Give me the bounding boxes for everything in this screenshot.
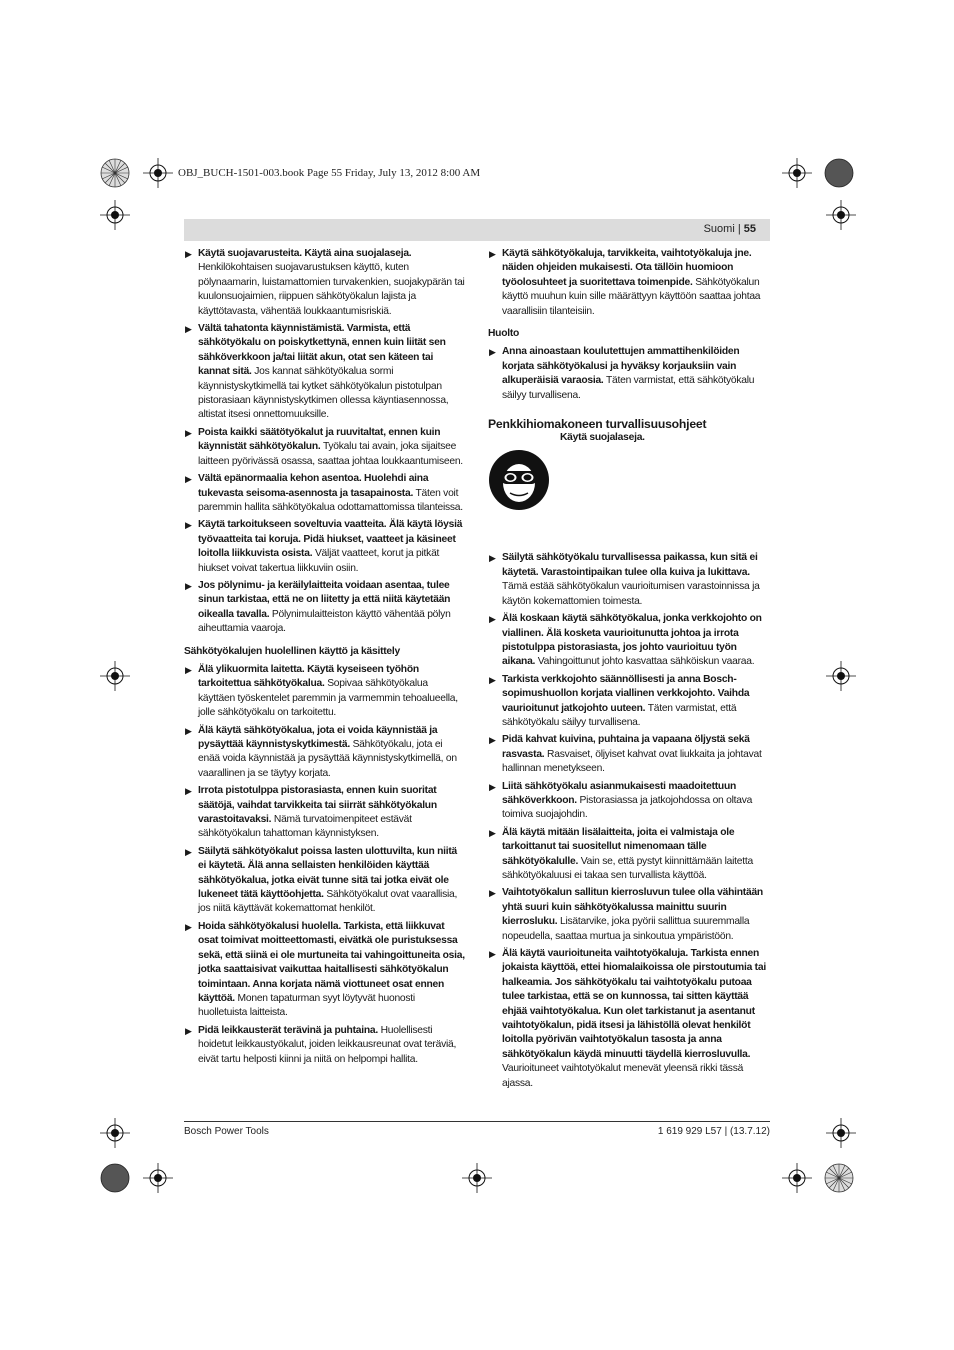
item-body-text: Täten varmistat, että sähkötyökalu säilyy turvallisena. xyxy=(502,702,737,728)
list-item xyxy=(184,518,466,576)
item-body-text: Tämä estää sähkötyökalun vaurioitumisen varastoinnissa ja käytön kokemattomien toimesta. xyxy=(502,581,760,607)
registration-mark-icon xyxy=(826,200,856,230)
triangle-right-icon: ▶ xyxy=(185,664,192,675)
triangle-right-icon: ▶ xyxy=(489,827,496,838)
registration-mark-icon xyxy=(143,158,173,188)
list-item xyxy=(184,1024,466,1067)
registration-mark-icon xyxy=(826,661,856,691)
list-item xyxy=(184,784,466,842)
item-bold-text: Säilytä sähkötyökalu turvallisessa paikassa, kun sitä ei käytetä. Varastointipaikan tulee olla kuiva ja lukittava. xyxy=(502,552,758,578)
list-item xyxy=(488,673,770,731)
item-bold-text: Älä koskaan käytä sähkötyökalua, jonka verkkojohto on viallinen. Älä kosketa vaurioitunutta johtoa ja irrota pistotulppa pistorasiasta, jos johto vaurioituu työn aikana. xyxy=(502,613,762,668)
triangle-right-icon: ▶ xyxy=(185,324,192,335)
item-bold-text: Älä käytä sähkötyökalua, jota ei voida käynnistää ja pysäyttää käynnistyskytkimestä. xyxy=(198,724,438,750)
left-column xyxy=(184,247,466,1070)
item-body-text: Täten varmistat, että sähkötyökalu säilyy turvallisena. xyxy=(502,375,755,401)
registration-mark-icon xyxy=(782,158,812,188)
list-item xyxy=(488,780,770,823)
triangle-right-icon: ▶ xyxy=(185,1025,192,1036)
item-body-text: Henkilökohtaisen suojavarustuksen käyttö, kuten pölynaamarin, luistamattomien turvakenkien, suojakypärän tai kuulonsuojaimien, riippuen sähkötyökalun lajista ja käyttötavasta, vähentää loukkaantumisriskiä. xyxy=(198,262,465,317)
color-bar-icon xyxy=(824,158,854,188)
item-bold-text: Älä ylikuormita laitetta. Käytä kyseiseen työhön tarkoitettua sähkötyökalua. xyxy=(198,663,419,690)
item-body-text: Pistorasiassa ja jatkojohdossa on oltava toimiva suojajohdin. xyxy=(502,794,753,821)
item-body-text: Sähkötyökalu, jota ei enää voida käynnistää ja pysäyttää käynnistyskytkimellä, on vaarallinen ja se täytyy korjata. xyxy=(198,739,457,779)
item-body-text: Rasvaiset, öljyiset kahvat ovat liukkaita ja johtavat hallinnan menetykseen. xyxy=(502,748,762,775)
page-header xyxy=(184,219,770,241)
item-body-text: Sähkötyökalun käyttö muuhun kuin sille määrättyyn käyttöön saattaa johtaa vaarallisiin tilanteisiin. xyxy=(502,276,761,317)
subheading-service: Huolto xyxy=(488,328,520,340)
registration-mark-icon xyxy=(462,1163,492,1193)
item-bold-text: Tarkista verkkojohto säännöllisesti ja anna Bosch-sopimushuollon korjata viallinen verkkojohto. Vaihda vaurioitunut jatkojohto uuteen. xyxy=(502,673,750,714)
registration-mark-icon xyxy=(826,1118,856,1148)
right-items-c xyxy=(488,551,770,1091)
item-bold-text: Hoida sähkötyökalusi huolella. Tarkista, että liikkuvat osat toimivat moitteettomasti, eivätkä ole puristuksessa sekä, että siinä ei ole murtuneita tai vahingoittuneita osia, jotka saattaisivat vaikuttaa haitallisesti sähkötyökalun toimintaan. Anna korjata nämä viottuneet osat ennen käyttöä. xyxy=(198,920,465,1004)
item-bold-text: Anna ainoastaan koulutettujen ammattihenkilöiden korjata sähkötyökalusi ja hyväksy korjauksiin vain alkuperäisiä varaosia. xyxy=(502,346,740,387)
triangle-right-icon: ▶ xyxy=(489,614,496,625)
triangle-right-icon: ▶ xyxy=(489,735,496,746)
header-language-page xyxy=(704,223,756,235)
item-bold-text: Liitä sähkötyökalu asianmukaisesti maadoitettuun sähköverkkoon. xyxy=(502,780,737,806)
registration-mark-icon xyxy=(782,1163,812,1193)
item-bold-text: Pidä leikkausterät terävinä ja puhtaina. xyxy=(198,1024,378,1036)
triangle-right-icon: ▶ xyxy=(489,949,496,960)
item-bold-text: Vältä tahatonta käynnistämistä. Varmista, että sähkötyökalu on poiskytkettynä, ennen kuin liität sen sähköverkkoon ja/tai liität akun, otat sen käteen tai kannat sitä. xyxy=(198,323,446,378)
item-body-text: Vahingoittunut johto kasvattaa sähköiskun vaaraa. xyxy=(535,656,755,668)
list-item xyxy=(184,724,466,782)
list-item xyxy=(488,612,770,670)
triangle-right-icon: ▶ xyxy=(185,786,192,797)
triangle-right-icon: ▶ xyxy=(185,580,192,591)
item-body-text: Monen tapaturman syyt löytyvät huonosti huolletuista laitteista. xyxy=(198,992,415,1019)
safety-goggles-icon xyxy=(488,449,550,511)
item-body-text: Vaurioituneet vaihtotyökalut menevät yleensä rikki tässä ajassa. xyxy=(502,1063,744,1089)
left-items-a xyxy=(184,247,466,637)
footer-brand: Bosch Power Tools xyxy=(184,1126,269,1137)
triangle-right-icon: ▶ xyxy=(185,474,192,485)
item-bold-text: Pidä kahvat kuivina, puhtaina ja vapaana öljystä sekä rasvasta. xyxy=(502,734,750,760)
color-bar-icon xyxy=(100,1163,130,1193)
item-body-text: Työkalu tai avain, joka sijaitsee laitteen pyörivässä osassa, saattaa johtaa loukkaantumiseen. xyxy=(198,441,463,467)
registration-mark-icon xyxy=(143,1163,173,1193)
list-item xyxy=(184,426,466,469)
registration-mark-icon xyxy=(100,661,130,691)
item-bold-text: Poista kaikki säätötyökalut ja ruuvitaltat, ennen kuin käynnistät sähkötyökalun. xyxy=(198,426,441,453)
item-body-text: Sopivaa sähkötyökalua käyttäen työskentelet paremmin ja varmemmin tehoalueella, jolle sähkötyökalu on tarkoitettu. xyxy=(198,678,458,719)
triangle-right-icon: ▶ xyxy=(185,520,192,531)
item-body-text: Täten voit paremmin hallita sähkötyökalua odottamattomissa tilanteissa. xyxy=(198,487,463,513)
item-body-text: Sähkötyökalut ovat vaarallisia, jos niitä käyttävät kokemattomat henkilöt. xyxy=(198,889,458,915)
item-bold-text: Säilytä sähkötyökalut poissa lasten ulottuvilta, kun niitä ei käytetä. Älä anna sellaisten henkilöiden käyttää sähkötyökalua, jotka eivät tunne sitä tai jotka eivät ole lukeneet tätä käyttöohjetta. xyxy=(198,845,458,901)
list-item xyxy=(184,845,466,917)
list-item xyxy=(488,826,770,884)
list-item xyxy=(488,733,770,776)
item-body-text: Väljät vaatteet, korut ja pitkät hiukset voivat takertua liikkuviin osiin. xyxy=(198,548,440,574)
list-item xyxy=(184,472,466,515)
subheading-careful-use: Sähkötyökalujen huolellinen käyttö ja käsittely xyxy=(184,645,400,657)
list-item xyxy=(184,322,466,423)
print-crop-info: OBJ_BUCH-1501-003.book Page 55 Friday, July 13, 2012 8:00 AM xyxy=(178,167,481,179)
triangle-right-icon: ▶ xyxy=(489,553,496,564)
list-item xyxy=(488,551,770,609)
registration-mark-icon xyxy=(100,200,130,230)
triangle-right-icon: ▶ xyxy=(489,249,496,259)
list-item xyxy=(488,886,770,944)
item-bold-text: Vaihtotyökalun sallitun kierrosluvun tulee olla vähintään yhtä suuri kuin sähkötyökalussa mainittu suurin kierrosluku. xyxy=(502,887,763,928)
list-item xyxy=(184,663,466,721)
item-body-text: Pölynimulaitteiston käyttö vähentää pölyn aiheuttamia vaaroja. xyxy=(198,608,451,635)
triangle-right-icon: ▶ xyxy=(489,674,496,685)
item-bold-text: Irrota pistotulppa pistorasiasta, ennen kuin suoritat säätöjä, vaihdat tarvikkeita tai siirrät sähkötyökalun varastoitavaksi. xyxy=(198,785,437,826)
safety-sign-row xyxy=(488,432,770,537)
item-bold-text: Älä käytä mitään lisälaitteita, joita ei valmistaja ole tarkoittanut tai suositellut nimenomaan tälle sähkötyökalulle. xyxy=(502,826,735,867)
item-bold-text: Älä käytä vaurioituneita vaihtotyökaluja. Tarkista ennen jokaista käyttöä, ettei hiomalaikoissa ole pirstoutumia tai halkeamia. Jos sähkötyökalu tai vaihtotyökalu putoaa tulee tarkistaa, että se on kunnossa, tai sitten käyttää ehjää vaihtotyökalua. Kun olet tarkistanut ja asentanut vaihtotyökalun, pidä itsesi ja lähistöllä olevat henkilöt loitolla pyörivän vaihtotyökalun tasosta ja anna sähkötyökalun käydä minuutti täydellä kierrosluvulla. xyxy=(502,948,766,1060)
list-item xyxy=(488,247,770,319)
list-item xyxy=(184,247,466,319)
left-items-b xyxy=(184,663,466,1067)
right-column xyxy=(488,247,770,1094)
registration-mark-icon xyxy=(100,1118,130,1148)
item-body-text: Huolellisesti hoidetut leikkaustyökalut, joiden leikkausreunat ovat teräviä, eivät tartu helposti kiinni ja niitä on helpompi hallita. xyxy=(198,1024,457,1065)
item-bold-text: Käytä suojavarusteita. Käytä aina suojalaseja. xyxy=(198,248,412,259)
item-body-text: Nämä turvatoimenpiteet estävät sähkötyökalun tahattoman käynnistyksen. xyxy=(198,814,412,840)
footer-doc-number: 1 619 929 L57 | (13.7.12) xyxy=(657,1126,770,1137)
list-item xyxy=(184,579,466,637)
item-body-text: Vain se, että pystyt kiinnittämään laitetta sähkötyökaluusi ei takaa sen turvallista käyttöä. xyxy=(502,855,753,881)
page-number: 55 xyxy=(743,223,756,235)
section-title-bench-grinder: Penkkihiomakoneen turvallisuusohjeet xyxy=(488,417,707,432)
triangle-right-icon: ▶ xyxy=(185,427,192,438)
item-bold-text: Käytä sähkötyökaluja, tarvikkeita, vaihtotyökaluja jne. näiden ohjeiden mukaisesti. Ota tällöin huomioon työolosuhteet ja suoritettava toimenpide. xyxy=(502,248,752,288)
header-separator: | xyxy=(737,223,741,235)
footer-divider xyxy=(184,1121,770,1122)
right-items-a xyxy=(488,247,770,319)
triangle-right-icon: ▶ xyxy=(185,725,192,736)
item-bold-text: Jos pölynimu- ja keräilylaitteita voidaan asentaa, tulee sinun tarkistaa, että ne on liitetty ja että niitä käytetään oikealla tavalla. xyxy=(198,579,451,620)
triangle-right-icon: ▶ xyxy=(489,888,496,899)
triangle-right-icon: ▶ xyxy=(185,846,192,857)
triangle-right-icon: ▶ xyxy=(185,921,192,932)
item-body-text: Lisätarvike, joka pyörii sallittua suuremmalla nopeudella, saattaa murtua ja sinkoutua ympäristöön. xyxy=(502,916,750,942)
item-bold-text: Käytä tarkoitukseen soveltuvia vaatteita. Älä käytä löysiä työvaatteita tai koruja. Pidä hiukset, vaatteet ja käsineet loitolla liikkuvista osista. xyxy=(198,519,463,560)
triangle-right-icon: ▶ xyxy=(489,781,496,792)
triangle-right-icon: ▶ xyxy=(185,249,192,259)
triangle-right-icon: ▶ xyxy=(489,347,496,358)
color-bar-icon xyxy=(100,158,130,188)
list-item xyxy=(184,920,466,1021)
sign-label: Käytä suojalaseja. xyxy=(560,432,645,444)
header-language: Suomi xyxy=(703,223,735,235)
item-body-text: Jos kannat sähkötyökalua sormi käynnistyskytkimellä tai kytket sähkötyökalun pistotulpan pistorasiaan käynnistyskytkimen ollessa käyntiasennossa, altistat itsesi onnettomuuksille. xyxy=(198,366,449,421)
item-bold-text: Vältä epänormaalia kehon asentoa. Huolehdi aina tukevasta seisoma-asennosta ja tasapainosta. xyxy=(198,473,429,499)
list-item xyxy=(488,947,770,1091)
right-items-b xyxy=(488,345,770,403)
color-bar-icon xyxy=(824,1163,854,1193)
list-item xyxy=(488,345,770,403)
